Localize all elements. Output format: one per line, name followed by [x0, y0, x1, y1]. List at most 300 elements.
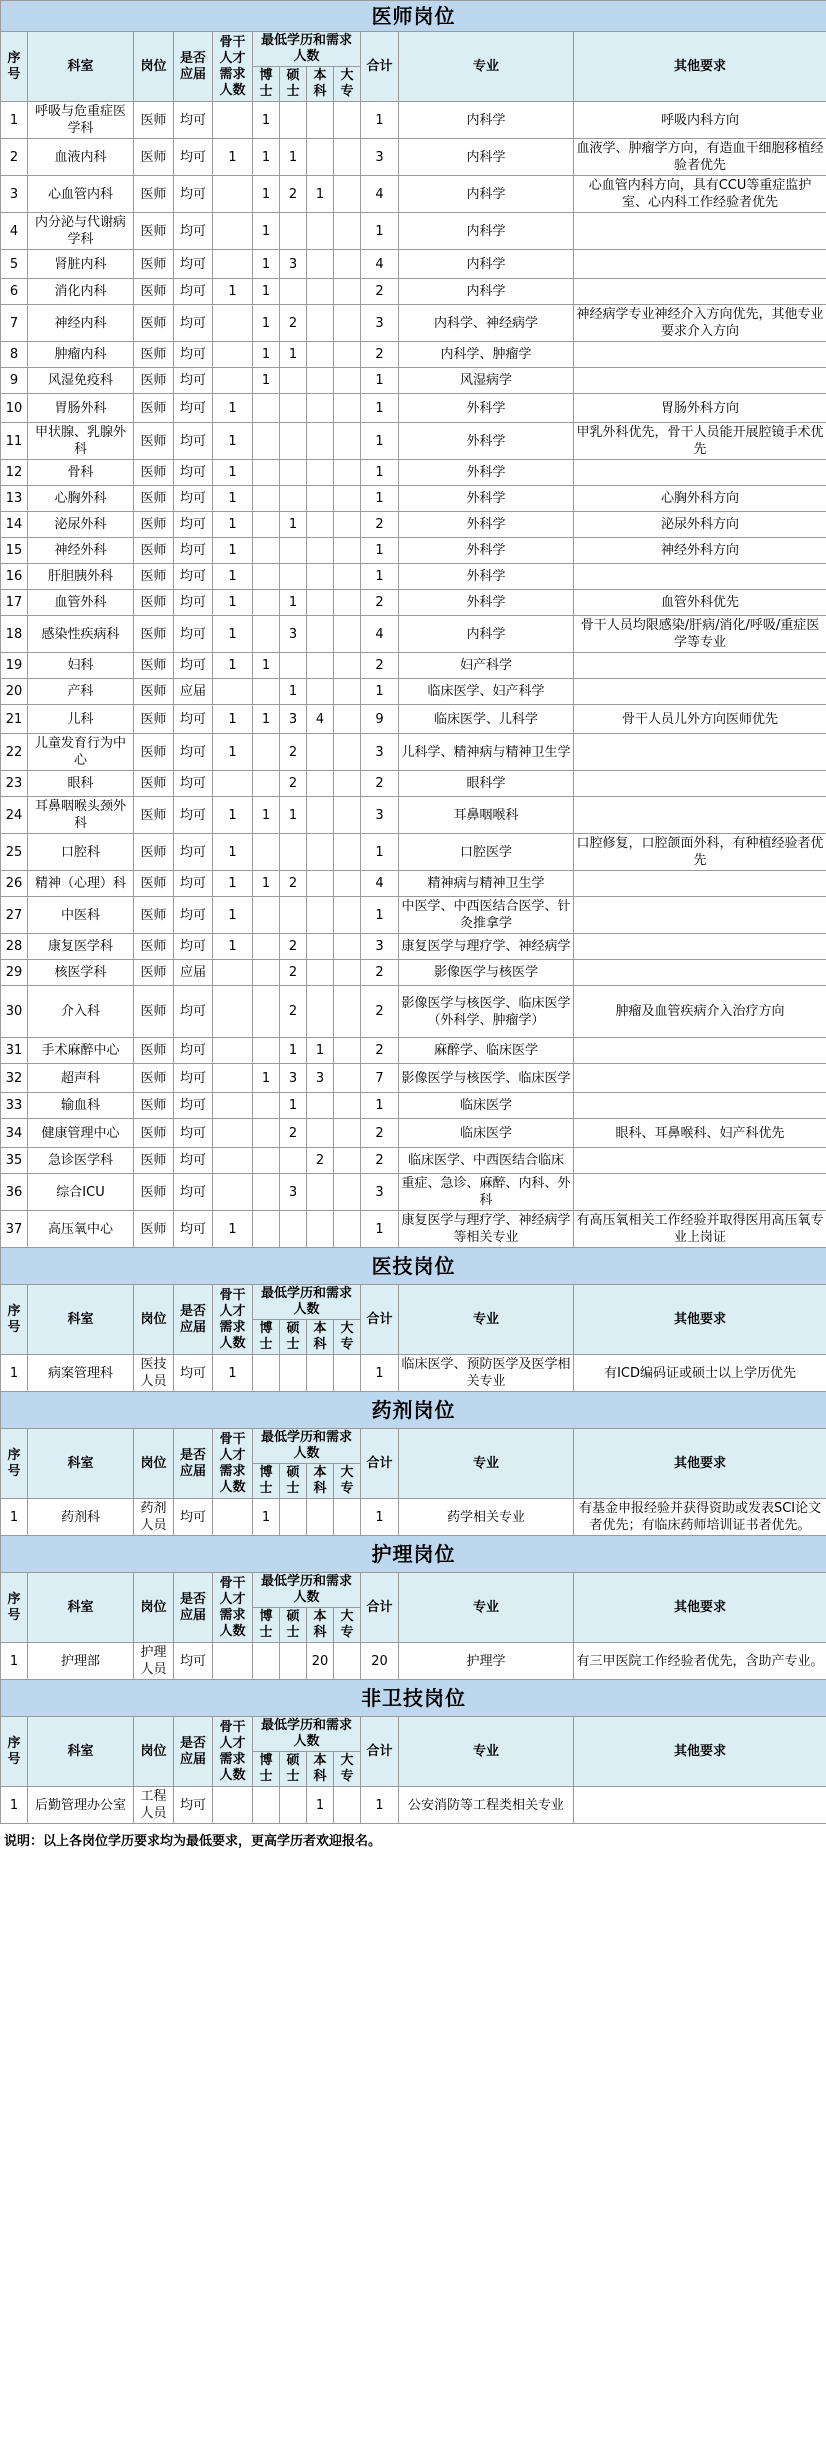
cell-phd	[253, 771, 280, 797]
cell-master	[280, 102, 307, 139]
cell-college	[334, 960, 361, 986]
cell-other	[574, 1093, 826, 1119]
cell-other: 神经外科方向	[574, 538, 826, 564]
cell-fresh: 均可	[174, 1643, 213, 1680]
cell-phd	[253, 1787, 280, 1824]
cell-bachelor	[307, 1211, 334, 1248]
cell-master: 2	[280, 176, 307, 213]
cell-backbone: 1	[213, 139, 253, 176]
cell-phd	[253, 1211, 280, 1248]
cell-college	[334, 342, 361, 368]
cell-master	[280, 486, 307, 512]
cell-master: 3	[280, 616, 307, 653]
cell-college	[334, 1174, 361, 1211]
cell-master: 2	[280, 871, 307, 897]
cell-backbone	[213, 986, 253, 1038]
cell-other: 血液学、肿瘤学方向，有造血干细胞移植经验者优先	[574, 139, 826, 176]
col-header-phd: 博士	[253, 1608, 280, 1643]
cell-bachelor	[307, 460, 334, 486]
cell-total: 2	[361, 653, 399, 679]
col-header-bachelor: 本科	[307, 1320, 334, 1355]
cell-total: 2	[361, 1148, 399, 1174]
cell-master: 3	[280, 1064, 307, 1093]
cell-fresh: 均可	[174, 564, 213, 590]
col-header-post: 岗位	[134, 32, 174, 102]
cell-major: 影像医学与核医学	[399, 960, 574, 986]
table-row	[1, 279, 826, 305]
col-header-master: 硕士	[280, 1464, 307, 1499]
cell-no: 1	[1, 1499, 28, 1536]
col-header-post: 岗位	[134, 1573, 174, 1643]
cell-college	[334, 305, 361, 342]
cell-major: 口腔医学	[399, 834, 574, 871]
cell-fresh: 均可	[174, 653, 213, 679]
cell-major: 康复医学与理疗学、神经病学等相关专业	[399, 1211, 574, 1248]
cell-no: 8	[1, 342, 28, 368]
cell-total: 1	[361, 897, 399, 934]
cell-post: 医师	[134, 1211, 174, 1248]
cell-bachelor: 4	[307, 705, 334, 734]
cell-other	[574, 279, 826, 305]
cell-fresh: 均可	[174, 538, 213, 564]
cell-total: 3	[361, 934, 399, 960]
cell-dept: 血液内科	[28, 139, 134, 176]
col-header-college: 大专	[334, 67, 361, 102]
table-row	[1, 460, 826, 486]
cell-dept: 呼吸与危重症医学科	[28, 102, 134, 139]
cell-no: 27	[1, 897, 28, 934]
cell-college	[334, 423, 361, 460]
cell-post: 医师	[134, 538, 174, 564]
cell-no: 25	[1, 834, 28, 871]
cell-college	[334, 934, 361, 960]
cell-other: 呼吸内科方向	[574, 102, 826, 139]
cell-fresh: 均可	[174, 213, 213, 250]
cell-other	[574, 934, 826, 960]
cell-backbone	[213, 368, 253, 394]
cell-bachelor	[307, 102, 334, 139]
cell-dept: 神经内科	[28, 305, 134, 342]
cell-total: 1	[361, 368, 399, 394]
cell-dept: 康复医学科	[28, 934, 134, 960]
cell-phd	[253, 679, 280, 705]
col-header-fresh: 是否应届	[174, 1717, 213, 1787]
cell-backbone: 1	[213, 897, 253, 934]
col-header-college: 大专	[334, 1320, 361, 1355]
cell-backbone	[213, 250, 253, 279]
cell-bachelor	[307, 616, 334, 653]
cell-major: 影像医学与核医学、临床医学	[399, 1064, 574, 1093]
col-header-fresh: 是否应届	[174, 1429, 213, 1499]
cell-master: 1	[280, 797, 307, 834]
col-header-dept: 科室	[28, 32, 134, 102]
cell-total: 1	[361, 423, 399, 460]
cell-total: 1	[361, 538, 399, 564]
cell-master	[280, 279, 307, 305]
cell-total: 1	[361, 460, 399, 486]
col-header-education: 最低学历和需求人数	[253, 1573, 361, 1608]
cell-phd	[253, 960, 280, 986]
cell-master: 1	[280, 590, 307, 616]
col-header-education: 最低学历和需求人数	[253, 32, 361, 67]
col-header-phd: 博士	[253, 1464, 280, 1499]
col-header-major: 专业	[399, 1429, 574, 1499]
table-row	[1, 538, 826, 564]
cell-college	[334, 213, 361, 250]
cell-total: 2	[361, 1119, 399, 1148]
cell-fresh: 均可	[174, 1211, 213, 1248]
cell-dept: 风湿免疫科	[28, 368, 134, 394]
cell-other: 肿瘤及血管疾病介入治疗方向	[574, 986, 826, 1038]
cell-phd: 1	[253, 213, 280, 250]
cell-no: 34	[1, 1119, 28, 1148]
cell-total: 1	[361, 1499, 399, 1536]
cell-phd	[253, 423, 280, 460]
cell-total: 1	[361, 1211, 399, 1248]
cell-fresh: 均可	[174, 1355, 213, 1392]
cell-bachelor	[307, 279, 334, 305]
cell-backbone	[213, 1787, 253, 1824]
cell-college	[334, 734, 361, 771]
cell-backbone: 1	[213, 590, 253, 616]
section-title: 医师岗位	[1, 1, 826, 32]
cell-dept: 眼科	[28, 771, 134, 797]
col-header-major: 专业	[399, 1717, 574, 1787]
cell-phd: 1	[253, 279, 280, 305]
table-row	[1, 102, 826, 139]
cell-other	[574, 1148, 826, 1174]
cell-phd: 1	[253, 368, 280, 394]
cell-college	[334, 486, 361, 512]
cell-backbone: 1	[213, 460, 253, 486]
cell-master	[280, 394, 307, 423]
table-row	[1, 834, 826, 871]
cell-fresh: 均可	[174, 1119, 213, 1148]
cell-backbone	[213, 1038, 253, 1064]
cell-no: 28	[1, 934, 28, 960]
cell-post: 医师	[134, 176, 174, 213]
table-row	[1, 797, 826, 834]
cell-other	[574, 564, 826, 590]
cell-post: 医师	[134, 871, 174, 897]
cell-college	[334, 250, 361, 279]
cell-phd: 1	[253, 1064, 280, 1093]
cell-post: 医师	[134, 771, 174, 797]
cell-fresh: 均可	[174, 176, 213, 213]
cell-dept: 妇科	[28, 653, 134, 679]
section-title: 药剂岗位	[1, 1392, 826, 1429]
col-header-backbone: 骨干人才需求人数	[213, 1573, 253, 1643]
col-header-bachelor: 本科	[307, 67, 334, 102]
cell-master: 3	[280, 250, 307, 279]
cell-dept: 急诊医学科	[28, 1148, 134, 1174]
cell-fresh: 均可	[174, 1499, 213, 1536]
cell-total: 4	[361, 250, 399, 279]
table-row	[1, 1643, 826, 1680]
cell-college	[334, 679, 361, 705]
table-row	[1, 1038, 826, 1064]
cell-dept: 介入科	[28, 986, 134, 1038]
section-title: 医技岗位	[1, 1248, 826, 1285]
header-row	[1, 32, 826, 67]
cell-backbone	[213, 1174, 253, 1211]
cell-other	[574, 960, 826, 986]
cell-post: 医师	[134, 590, 174, 616]
col-header-backbone: 骨干人才需求人数	[213, 32, 253, 102]
cell-post: 医师	[134, 213, 174, 250]
cell-bachelor: 3	[307, 1064, 334, 1093]
cell-major: 临床医学	[399, 1093, 574, 1119]
cell-fresh: 均可	[174, 394, 213, 423]
cell-backbone	[213, 1119, 253, 1148]
cell-fresh: 均可	[174, 1038, 213, 1064]
cell-master	[280, 423, 307, 460]
cell-no: 30	[1, 986, 28, 1038]
cell-dept: 肝胆胰外科	[28, 564, 134, 590]
table-row	[1, 305, 826, 342]
cell-total: 2	[361, 986, 399, 1038]
table-row	[1, 960, 826, 986]
cell-master: 1	[280, 679, 307, 705]
cell-post: 医师	[134, 305, 174, 342]
cell-other	[574, 771, 826, 797]
cell-other	[574, 734, 826, 771]
cell-no: 6	[1, 279, 28, 305]
cell-bachelor	[307, 213, 334, 250]
cell-total: 4	[361, 616, 399, 653]
section-title-row	[1, 1, 826, 32]
cell-master: 2	[280, 1119, 307, 1148]
cell-post: 医师	[134, 616, 174, 653]
cell-no: 21	[1, 705, 28, 734]
cell-major: 内科学	[399, 250, 574, 279]
cell-dept: 核医学科	[28, 960, 134, 986]
cell-other: 血管外科优先	[574, 590, 826, 616]
col-header-no: 序号	[1, 1573, 28, 1643]
cell-college	[334, 1148, 361, 1174]
cell-backbone: 1	[213, 934, 253, 960]
cell-other	[574, 460, 826, 486]
cell-total: 3	[361, 305, 399, 342]
table-row	[1, 1355, 826, 1392]
col-header-total: 合计	[361, 1429, 399, 1499]
table-row	[1, 986, 826, 1038]
table-row	[1, 250, 826, 279]
table-row	[1, 679, 826, 705]
cell-phd	[253, 897, 280, 934]
cell-bachelor: 2	[307, 1148, 334, 1174]
col-header-education: 最低学历和需求人数	[253, 1717, 361, 1752]
cell-major: 临床医学、预防医学及医学相关专业	[399, 1355, 574, 1392]
cell-major: 风湿病学	[399, 368, 574, 394]
cell-total: 2	[361, 512, 399, 538]
cell-bachelor	[307, 139, 334, 176]
cell-post: 药剂人员	[134, 1499, 174, 1536]
cell-backbone: 1	[213, 512, 253, 538]
cell-major: 康复医学与理疗学、神经病学	[399, 934, 574, 960]
cell-phd	[253, 394, 280, 423]
cell-other: 有基金申报经验并获得资助或发表SCI论文者优先；有临床药师培训证书者优先。	[574, 1499, 826, 1536]
cell-major: 精神病与精神卫生学	[399, 871, 574, 897]
cell-backbone: 1	[213, 653, 253, 679]
cell-phd: 1	[253, 705, 280, 734]
col-header-major: 专业	[399, 1285, 574, 1355]
header-row	[1, 1717, 826, 1752]
cell-no: 24	[1, 797, 28, 834]
cell-bachelor	[307, 679, 334, 705]
cell-other	[574, 897, 826, 934]
cell-fresh: 均可	[174, 797, 213, 834]
cell-dept: 血管外科	[28, 590, 134, 616]
cell-total: 1	[361, 486, 399, 512]
cell-master	[280, 564, 307, 590]
cell-backbone	[213, 1064, 253, 1093]
cell-dept: 心血管内科	[28, 176, 134, 213]
cell-major: 内科学	[399, 616, 574, 653]
cell-post: 医师	[134, 102, 174, 139]
cell-college	[334, 538, 361, 564]
cell-master	[280, 1148, 307, 1174]
cell-backbone	[213, 213, 253, 250]
cell-no: 4	[1, 213, 28, 250]
cell-no: 22	[1, 734, 28, 771]
table-row	[1, 213, 826, 250]
col-header-backbone: 骨干人才需求人数	[213, 1285, 253, 1355]
cell-master	[280, 538, 307, 564]
cell-college	[334, 1643, 361, 1680]
cell-dept: 儿童发育行为中心	[28, 734, 134, 771]
table-row	[1, 1148, 826, 1174]
cell-master	[280, 1499, 307, 1536]
cell-no: 17	[1, 590, 28, 616]
cell-dept: 综合ICU	[28, 1174, 134, 1211]
cell-no: 37	[1, 1211, 28, 1248]
cell-other	[574, 250, 826, 279]
cell-total: 20	[361, 1643, 399, 1680]
cell-fresh: 均可	[174, 897, 213, 934]
cell-major: 妇产科学	[399, 653, 574, 679]
cell-total: 1	[361, 1355, 399, 1392]
cell-dept: 骨科	[28, 460, 134, 486]
cell-dept: 手术麻醉中心	[28, 1038, 134, 1064]
cell-other	[574, 342, 826, 368]
cell-college	[334, 176, 361, 213]
table-row	[1, 590, 826, 616]
cell-bachelor	[307, 512, 334, 538]
section-title: 护理岗位	[1, 1536, 826, 1573]
cell-dept: 心胸外科	[28, 486, 134, 512]
cell-backbone	[213, 771, 253, 797]
cell-backbone: 1	[213, 1355, 253, 1392]
cell-post: 医师	[134, 834, 174, 871]
section-title-row	[1, 1248, 826, 1285]
cell-major: 外科学	[399, 512, 574, 538]
cell-master: 1	[280, 1038, 307, 1064]
cell-post: 医师	[134, 1093, 174, 1119]
cell-phd: 1	[253, 797, 280, 834]
cell-major: 外科学	[399, 590, 574, 616]
cell-bachelor	[307, 1119, 334, 1148]
cell-bachelor	[307, 368, 334, 394]
cell-no: 2	[1, 139, 28, 176]
cell-fresh: 均可	[174, 279, 213, 305]
col-header-major: 专业	[399, 1573, 574, 1643]
cell-other	[574, 871, 826, 897]
cell-fresh: 均可	[174, 1064, 213, 1093]
cell-no: 1	[1, 1643, 28, 1680]
table-row	[1, 771, 826, 797]
col-header-post: 岗位	[134, 1717, 174, 1787]
cell-master	[280, 897, 307, 934]
cell-bachelor	[307, 423, 334, 460]
cell-fresh: 均可	[174, 590, 213, 616]
col-header-other: 其他要求	[574, 1717, 826, 1787]
cell-college	[334, 102, 361, 139]
cell-total: 2	[361, 590, 399, 616]
cell-master: 3	[280, 1174, 307, 1211]
cell-phd: 1	[253, 653, 280, 679]
cell-bachelor	[307, 734, 334, 771]
cell-no: 1	[1, 102, 28, 139]
cell-backbone: 1	[213, 616, 253, 653]
cell-no: 15	[1, 538, 28, 564]
cell-college	[334, 460, 361, 486]
cell-fresh: 均可	[174, 771, 213, 797]
cell-bachelor	[307, 1355, 334, 1392]
cell-dept: 产科	[28, 679, 134, 705]
table-row	[1, 1211, 826, 1248]
cell-post: 医师	[134, 934, 174, 960]
cell-fresh: 均可	[174, 1787, 213, 1824]
cell-fresh: 均可	[174, 1093, 213, 1119]
cell-phd	[253, 1093, 280, 1119]
cell-dept: 中医科	[28, 897, 134, 934]
cell-dept: 口腔科	[28, 834, 134, 871]
cell-college	[334, 616, 361, 653]
col-header-phd: 博士	[253, 1752, 280, 1787]
cell-fresh: 均可	[174, 1148, 213, 1174]
cell-fresh: 均可	[174, 934, 213, 960]
cell-backbone: 1	[213, 1211, 253, 1248]
cell-post: 医师	[134, 460, 174, 486]
cell-backbone: 1	[213, 423, 253, 460]
table-row	[1, 705, 826, 734]
table-row	[1, 486, 826, 512]
cell-phd	[253, 1119, 280, 1148]
col-header-phd: 博士	[253, 1320, 280, 1355]
cell-master	[280, 1643, 307, 1680]
col-header-backbone: 骨干人才需求人数	[213, 1429, 253, 1499]
cell-dept: 耳鼻咽喉头颈外科	[28, 797, 134, 834]
cell-fresh: 均可	[174, 460, 213, 486]
cell-backbone: 1	[213, 564, 253, 590]
col-header-dept: 科室	[28, 1573, 134, 1643]
cell-backbone	[213, 1499, 253, 1536]
cell-master	[280, 213, 307, 250]
cell-post: 护理人员	[134, 1643, 174, 1680]
cell-no: 13	[1, 486, 28, 512]
cell-other: 口腔修复，口腔颌面外科，有种植经验者优先	[574, 834, 826, 871]
cell-master	[280, 460, 307, 486]
cell-no: 36	[1, 1174, 28, 1211]
cell-bachelor	[307, 797, 334, 834]
table-row	[1, 653, 826, 679]
cell-fresh: 均可	[174, 486, 213, 512]
cell-phd: 1	[253, 102, 280, 139]
table-row	[1, 394, 826, 423]
cell-dept: 药剂科	[28, 1499, 134, 1536]
cell-bachelor	[307, 834, 334, 871]
